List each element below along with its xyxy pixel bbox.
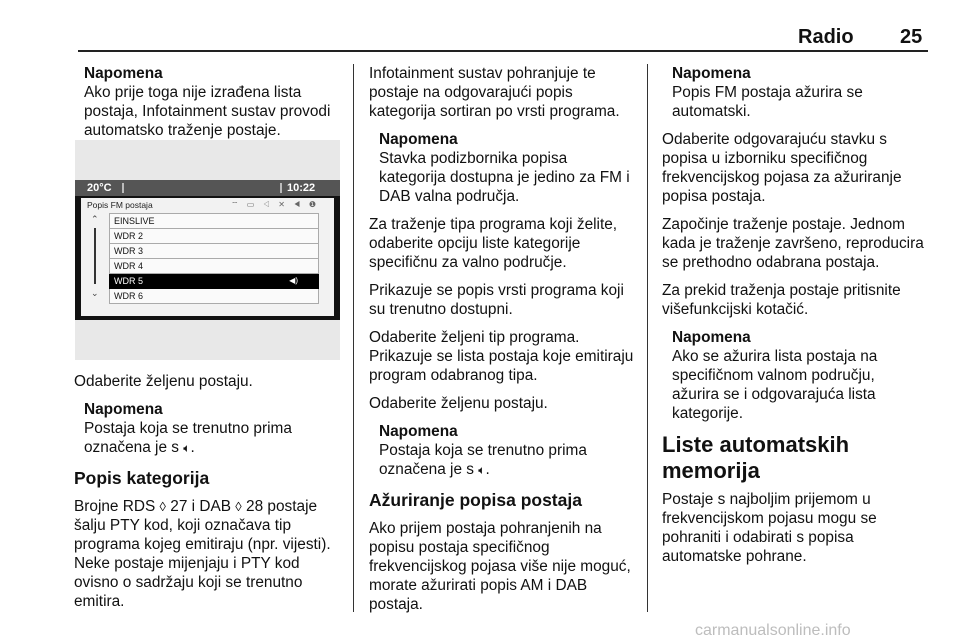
paragraph: Postaje s najboljim prijemom u frekvencijskom pojasu mogu se pohraniti i odabirati s popisa automatske pohrane.: [662, 491, 877, 565]
chevron-down-icon[interactable]: ⌄: [91, 288, 99, 298]
page-ref-icon: ◊: [235, 499, 242, 514]
heading: Liste automatskih memorija: [662, 432, 850, 483]
separator: [122, 183, 124, 193]
heading: Ažuriranje popisa postaja: [369, 490, 582, 510]
watermark: carmanualsonline.info: [695, 622, 851, 639]
infotainment-screen: [75, 180, 340, 320]
station-list-item[interactable]: [109, 289, 319, 304]
station-list-item[interactable]: [109, 259, 319, 274]
paragraph: Ako prijem postaja pohranjenih na popisu postaja specifičnog frekvencijskog pojasa više nije moguć, morate ažurirati popis AM i DAB postaja.: [369, 520, 631, 613]
temperature: 20°C: [87, 182, 112, 194]
note: [662, 64, 926, 121]
paragraph: Infotainment sustav pohranjuje te postaje na odgovarajući popis kategorija sortiran po vrsti programa.: [369, 65, 620, 120]
note-text: Popis FM postaja ažurira se automatski.: [672, 84, 863, 120]
note-title: Napomena: [672, 329, 751, 346]
note-text: Postaja koja se trenutno prima označena je s: [84, 420, 292, 456]
status-icons: ⌔ ▭ ◁ ✕ ◀ ❶: [231, 200, 320, 209]
separator: [280, 183, 282, 193]
paragraph: Odaberite željeni tip programa. Prikazuje se lista postaja koje emitiraju program odabranog tipa.: [369, 329, 634, 384]
scrollbar[interactable]: [94, 228, 96, 284]
paragraph: Za traženje tipa programa koji želite, odaberite opciju liste kategorije specifičnu za valno područje.: [369, 216, 618, 271]
note-title: Napomena: [672, 65, 751, 82]
chevron-up-icon[interactable]: ⌃: [91, 214, 99, 224]
status-bar: [75, 180, 340, 196]
note-title: Napomena: [84, 401, 163, 418]
note: [74, 64, 346, 140]
note-text: Postaja koja se trenutno prima označena je s: [379, 442, 587, 478]
note-text: Ako prije toga nije izrađena lista postaja, Infotainment sustav provodi automatsko traženje postaje.: [84, 84, 331, 139]
note-text: Stavka podizbornika popisa kategorija dostupna je jedino za FM i DAB valna područja.: [379, 150, 630, 205]
column-1-lower: [74, 372, 346, 620]
column-1: [74, 64, 346, 149]
station-list-item[interactable]: [109, 229, 319, 244]
paragraph: Započinje traženje postaje. Jednom kada je traženje završeno, reproducira se prethodno odabrana postaja.: [662, 216, 924, 271]
station-name: WDR 4: [114, 261, 143, 271]
header-rule: [78, 50, 928, 52]
paragraph: Odaberite odgovarajuću stavku s popisa u izborniku specifičnog frekvencijskog pojasa za ažuriranje popisa postaja.: [662, 131, 902, 205]
station-list-item[interactable]: [109, 213, 319, 229]
heading: Popis kategorija: [74, 468, 210, 488]
station-name: WDR 5: [114, 276, 143, 286]
note: Napomena Postaja koja se trenutno prima označena je s 🔈︎.: [369, 422, 635, 480]
column-2: [369, 64, 635, 623]
station-name: WDR 6: [114, 291, 143, 301]
paragraph: Brojne RDS ◊ 27 i DAB ◊ 28 postaje šalju PTY kod, koji označava tip programa kojeg emitiraju (npr. vijesti). Neke postaje mijenjaju i PTY kod ovisno o sadržaju koji se trenutno emitira.: [74, 498, 331, 610]
note-text: Ako se ažurira lista postaja na specifičnom valnom području, ažurira se i odgovarajuća lista kategorije.: [672, 348, 878, 422]
note: Napomena Postaja koja se trenutno prima označena je s 🔈︎.: [74, 400, 346, 458]
column-divider-2: [647, 64, 648, 612]
panel-title: Popis FM postaja: [87, 200, 153, 210]
page-header: [0, 0, 960, 50]
note-title: Napomena: [84, 65, 163, 82]
station-list-item[interactable]: [109, 274, 319, 289]
station-name: WDR 2: [114, 231, 143, 241]
column-3: [662, 64, 926, 575]
screen-figure: [75, 140, 340, 360]
column-divider-1: [353, 64, 354, 612]
paragraph: Za prekid traženja postaje pritisnite višefunkcijski kotačić.: [662, 282, 901, 318]
paragraph: Odaberite željenu postaju.: [369, 395, 548, 412]
page-ref-icon: ◊: [159, 499, 166, 514]
speaker-icon: 🔈︎: [183, 441, 191, 455]
speaker-icon: 🔈︎: [478, 463, 486, 477]
paragraph: Odaberite željenu postaju.: [74, 373, 253, 390]
station-list: [109, 213, 319, 304]
note: [662, 328, 926, 423]
station-name: WDR 3: [114, 246, 143, 256]
page-number: 25: [900, 26, 923, 48]
station-list-item[interactable]: [109, 244, 319, 259]
section-title: Radio: [798, 26, 854, 48]
paragraph: Prikazuje se popis vrsti programa koji su trenutno dostupni.: [369, 282, 624, 318]
clock: 10:22: [287, 182, 316, 194]
speaker-icon: ◀): [289, 276, 298, 285]
note-title: Napomena: [379, 131, 458, 148]
note-title: Napomena: [379, 423, 458, 440]
station-name: EINSLIVE: [114, 216, 155, 226]
note: [369, 130, 635, 206]
station-list-panel: [81, 198, 334, 316]
